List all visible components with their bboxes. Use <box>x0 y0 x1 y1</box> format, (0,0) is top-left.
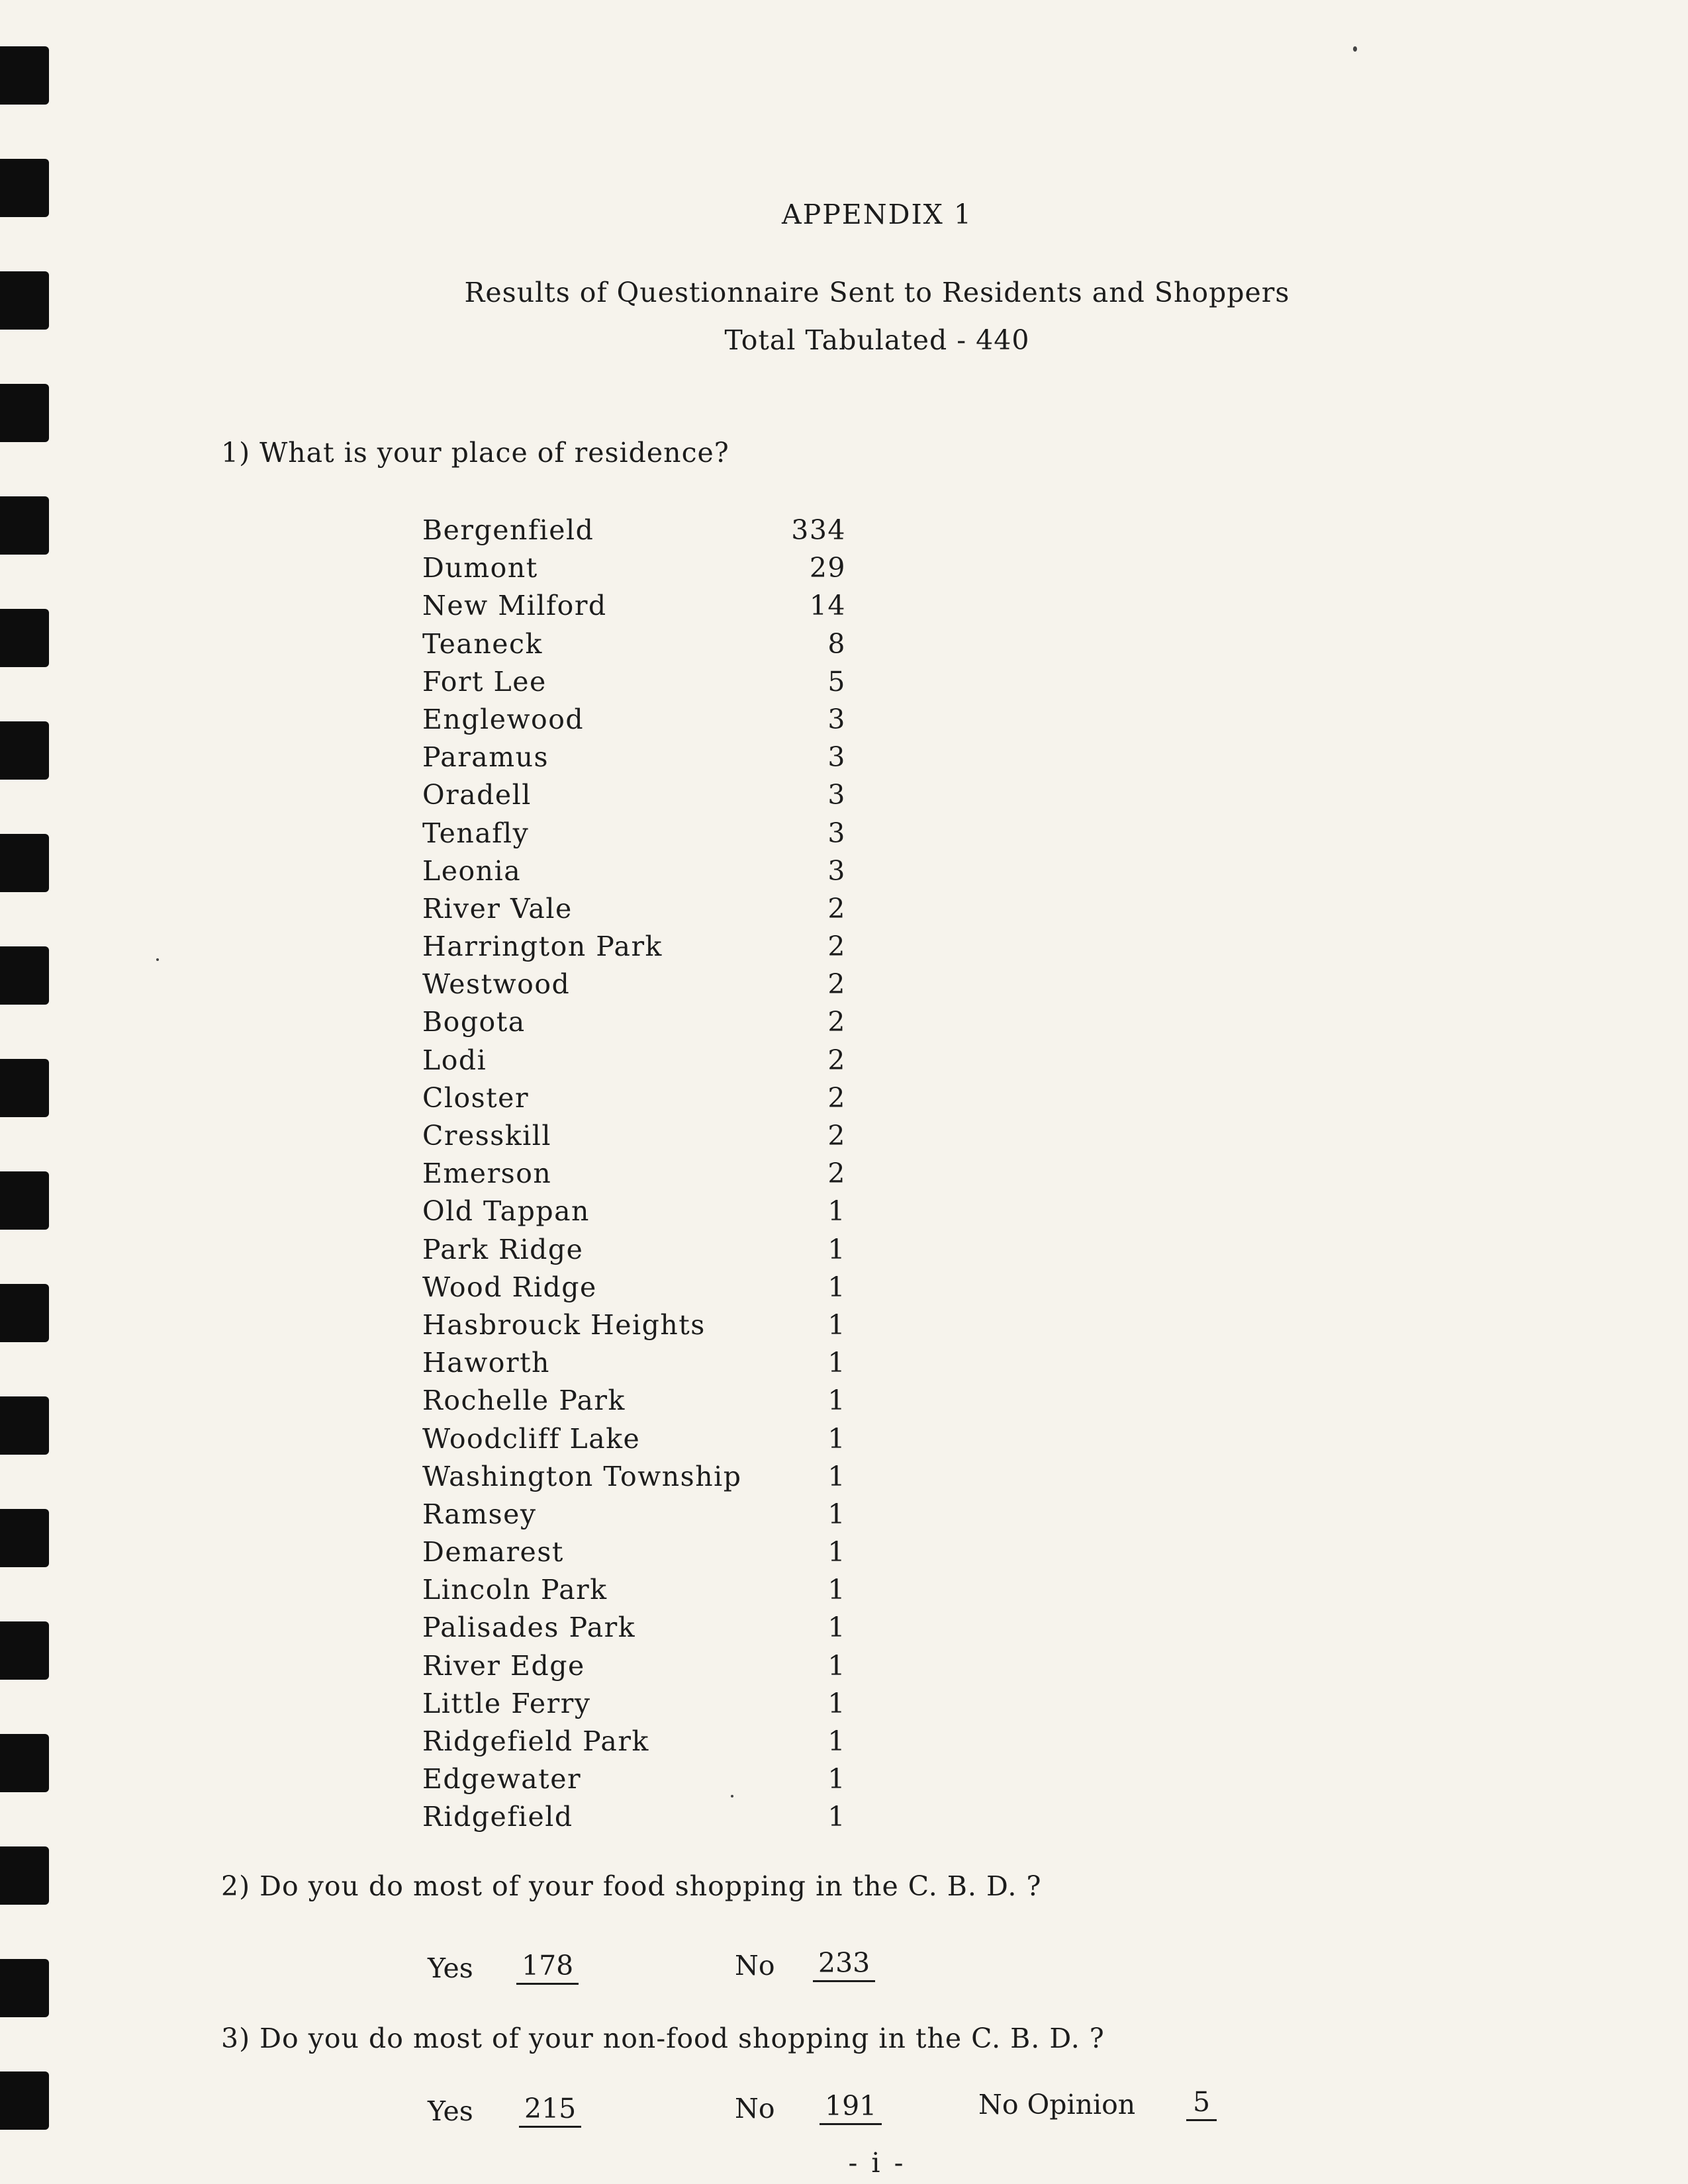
town-count: 1 <box>827 1498 846 1530</box>
table-row <box>422 704 886 741</box>
town-count: 1 <box>827 1233 846 1265</box>
town-name: Englewood <box>422 703 585 735</box>
table-row <box>422 1158 886 1195</box>
table-row <box>422 1498 886 1536</box>
town-name: Closter <box>422 1081 530 1114</box>
table-row <box>422 514 886 552</box>
town-count: 2 <box>827 1081 846 1114</box>
town-name: Ramsey <box>422 1498 537 1530</box>
town-name: Lincoln Park <box>422 1574 608 1606</box>
paper-speck <box>156 958 159 961</box>
q2-yes-label: Yes <box>428 1952 473 1984</box>
table-row <box>422 1044 886 1082</box>
table-row <box>422 779 886 817</box>
q2-no-label: No <box>735 1950 775 1981</box>
table-row <box>422 1574 886 1612</box>
town-name: Emerson <box>422 1158 552 1190</box>
town-name: Fort Lee <box>422 665 547 698</box>
town-count: 3 <box>827 703 846 735</box>
table-row <box>422 1423 886 1461</box>
q3-no-label: No <box>735 2093 775 2124</box>
town-count: 3 <box>827 779 846 811</box>
table-row <box>422 1347 886 1385</box>
town-count: 1 <box>827 1687 846 1719</box>
table-row <box>422 817 886 855</box>
town-count: 14 <box>809 590 846 622</box>
town-count: 2 <box>827 1120 846 1152</box>
table-row <box>422 1650 886 1688</box>
q3-no-opinion-label: No Opinion <box>978 2089 1136 2120</box>
table-row <box>422 1271 886 1309</box>
town-name: Oradell <box>422 779 532 811</box>
q3-no-value: 191 <box>820 2090 882 2125</box>
table-row <box>422 855 886 893</box>
table-row <box>422 1725 886 1763</box>
town-name: Demarest <box>422 1536 564 1569</box>
table-row <box>422 552 886 590</box>
town-count: 1 <box>827 1347 846 1379</box>
town-count: 3 <box>827 854 846 887</box>
town-name: Dumont <box>422 552 538 584</box>
table-row <box>422 1082 886 1120</box>
table-row <box>422 1536 886 1574</box>
town-count: 2 <box>827 1006 846 1038</box>
question-2: 2) Do you do most of your food shopping in the C. B. D. ? <box>221 1870 1042 1902</box>
q3-no-opinion-value: 5 <box>1186 2086 1217 2121</box>
residence-table <box>422 514 886 1839</box>
town-name: Teaneck <box>422 627 543 660</box>
table-row <box>422 1612 886 1649</box>
table-row <box>422 1385 886 1422</box>
document-title: Results of Questionnaire Sent to Residents and Shoppers <box>464 277 1290 308</box>
q2-no-value: 233 <box>813 1947 875 1982</box>
table-row <box>422 1006 886 1044</box>
town-name: River Edge <box>422 1649 585 1682</box>
town-name: Bogota <box>422 1006 526 1038</box>
town-name: Lodi <box>422 1044 487 1076</box>
town-count: 2 <box>827 968 846 1001</box>
town-name: Rochelle Park <box>422 1385 626 1417</box>
table-row <box>422 893 886 931</box>
town-count: 1 <box>827 1725 846 1757</box>
town-count: 1 <box>827 1763 846 1796</box>
table-row <box>422 1309 886 1347</box>
town-count: 1 <box>827 1385 846 1417</box>
town-count: 8 <box>827 627 846 660</box>
town-count: 29 <box>809 552 846 584</box>
town-count: 5 <box>827 665 846 698</box>
page-number: - i - <box>848 2147 906 2179</box>
q3-yes-label: Yes <box>428 2095 473 2127</box>
table-row <box>422 741 886 779</box>
town-name: Old Tappan <box>422 1195 590 1228</box>
town-name: Wood Ridge <box>422 1271 597 1303</box>
town-name: Cresskill <box>422 1120 551 1152</box>
town-name: Leonia <box>422 854 522 887</box>
table-row <box>422 1763 886 1801</box>
town-name: Haworth <box>422 1347 550 1379</box>
town-name: Palisades Park <box>422 1612 636 1644</box>
table-row <box>422 968 886 1006</box>
town-count: 1 <box>827 1801 846 1833</box>
town-count: 1 <box>827 1460 846 1492</box>
town-name: Harrington Park <box>422 931 663 963</box>
q2-yes-value: 178 <box>516 1950 579 1985</box>
town-count: 1 <box>827 1271 846 1303</box>
question-3: 3) Do you do most of your non-food shopping in the C. B. D. ? <box>221 2023 1105 2054</box>
town-name: Ridgefield <box>422 1801 573 1833</box>
town-name: Ridgefield Park <box>422 1725 649 1757</box>
town-name: Park Ridge <box>422 1233 584 1265</box>
table-row <box>422 590 886 627</box>
table-row <box>422 1461 886 1498</box>
appendix-heading: APPENDIX 1 <box>782 199 972 230</box>
town-count: 1 <box>827 1308 846 1341</box>
table-row <box>422 628 886 666</box>
town-name: Edgewater <box>422 1763 582 1796</box>
town-count: 2 <box>827 892 846 925</box>
town-name: Bergenfield <box>422 514 594 546</box>
town-name: River Vale <box>422 892 573 925</box>
total-tabulated: Total Tabulated - 440 <box>724 324 1030 356</box>
table-row <box>422 1120 886 1158</box>
town-count: 3 <box>827 741 846 774</box>
town-count: 1 <box>827 1574 846 1606</box>
table-row <box>422 1688 886 1725</box>
town-count: 334 <box>791 514 846 546</box>
town-name: Tenafly <box>422 817 530 849</box>
town-count: 2 <box>827 1158 846 1190</box>
town-name: Little Ferry <box>422 1687 591 1719</box>
town-count: 1 <box>827 1422 846 1455</box>
town-name: Woodcliff Lake <box>422 1422 641 1455</box>
town-name: Paramus <box>422 741 549 774</box>
town-count: 2 <box>827 1044 846 1076</box>
town-name: Westwood <box>422 968 571 1001</box>
town-count: 1 <box>827 1536 846 1569</box>
town-name: New Milford <box>422 590 607 622</box>
town-count: 3 <box>827 817 846 849</box>
table-row <box>422 1801 886 1839</box>
table-row <box>422 1195 886 1233</box>
town-count: 2 <box>827 931 846 963</box>
town-count: 1 <box>827 1649 846 1682</box>
table-row <box>422 931 886 968</box>
question-1: 1) What is your place of residence? <box>221 437 729 469</box>
paper-speck <box>1353 46 1357 52</box>
town-count: 1 <box>827 1612 846 1644</box>
table-row <box>422 1234 886 1271</box>
table-row <box>422 666 886 704</box>
town-name: Hasbrouck Heights <box>422 1308 706 1341</box>
town-name: Washington Township <box>422 1460 742 1492</box>
q3-yes-value: 215 <box>519 2093 581 2128</box>
town-count: 1 <box>827 1195 846 1228</box>
